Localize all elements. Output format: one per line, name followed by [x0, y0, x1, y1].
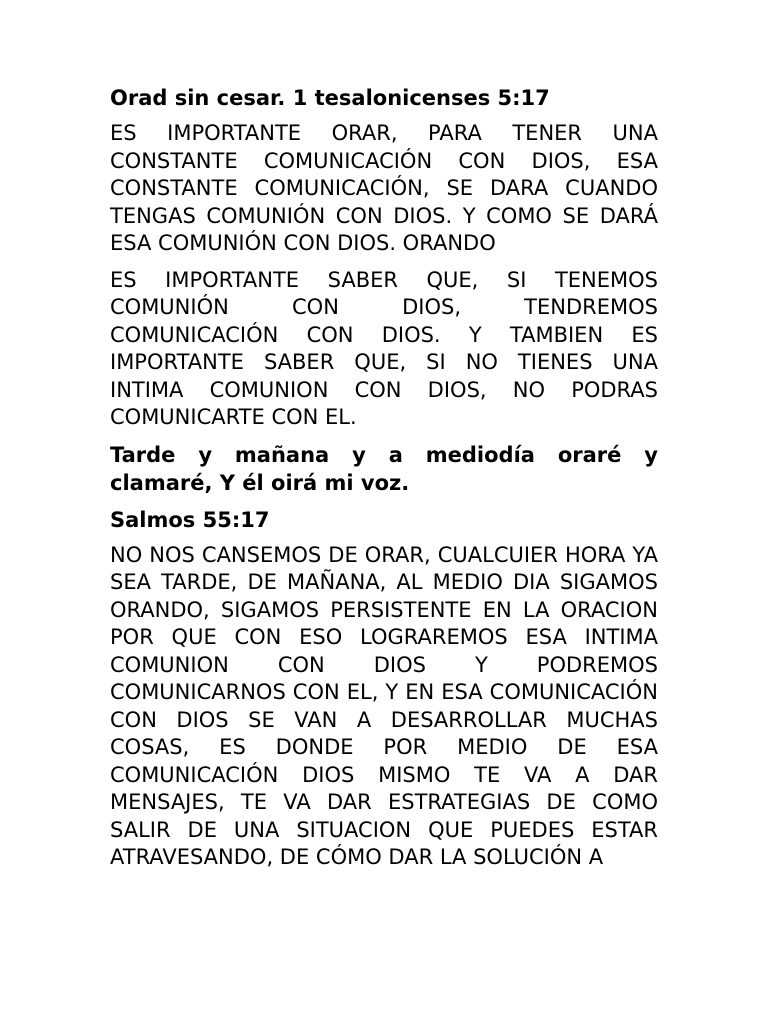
document-title: Orad sin cesar. 1 tesalonicenses 5:17 [110, 86, 550, 110]
verse-text: Tarde y mañana y a mediodía oraré y clamaré, Y él oirá mi voz. [110, 442, 658, 495]
verse-reference: Salmos 55:17 [110, 507, 270, 532]
paragraph-1: ES IMPORTANTE ORAR, PARA TENER UNA CONSTANTE COMUNICACIÓN CON DIOS, ESA CONSTANTE COMUNICACIÓN, SE DARA CUANDO TENGAS COMUNIÓN CON DIOS. Y COMO SE DARÁ ESA COMUNIÓN CON DIOS. ORANDO [110, 121, 658, 255]
paragraph-3: NO NOS CANSEMOS DE ORAR, CUALCUIER HORA YA SEA TARDE, DE MAÑANA, AL MEDIO DIA SIGAMOS ORANDO, SIGAMOS PERSISTENTE EN LA ORACION POR QUE CON ESO LOGRAREMOS ESA INTIMA COMUNION CON DIOS Y PODREMOS COMUNICARNOS CON EL, Y EN ESA COMUNICACIÓN CON DIOS SE VAN A DESARROLLAR MUCHAS COSAS, ES DONDE POR MEDIO DE ESA COMUNICACIÓN DIOS MISMO TE VA A DAR MENSAJES, TE VA DAR ESTRATEGIAS DE COMO SALIR DE UNA SITUACION QUE PUEDES ESTAR ATRAVESANDO, DE CÓMO DAR LA SOLUCIÓN A [110, 542, 658, 869]
paragraph-2: ES IMPORTANTE SABER QUE, SI TENEMOS COMUNIÓN CON DIOS, TENDREMOS COMUNICACIÓN CON DIOS. Y TAMBIEN ES IMPORTANTE SABER QUE, SI NO TIENES UNA INTIMA COMUNION CON DIOS, NO PODRAS COMUNICARTE CON EL. [110, 267, 658, 429]
